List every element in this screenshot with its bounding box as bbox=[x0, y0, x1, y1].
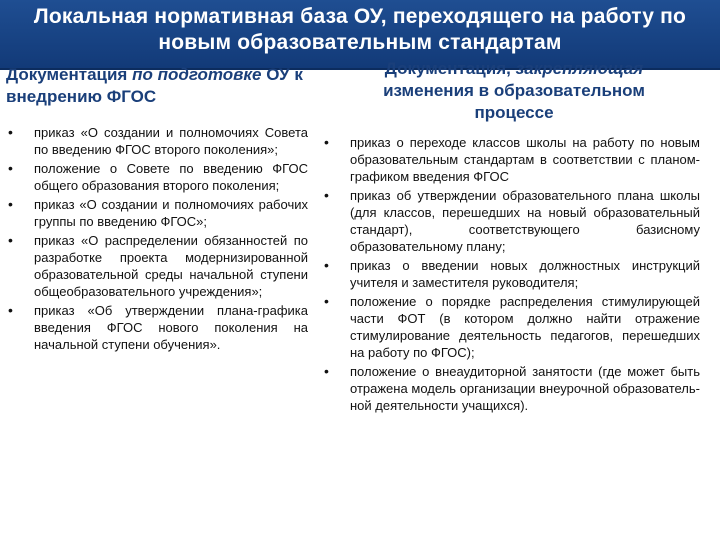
list-item: • приказ об утверждении образовательного плана школы (для классов, перешедших на новый образовательный стандарт), соответствующего базисному образовательному плану; bbox=[324, 187, 700, 255]
list-item: • приказ о переходе классов школы на работу по новым образовательным стандартам в соответствии с планом-графиком введения ФГОС bbox=[324, 134, 700, 185]
right-heading-text-2: изменения в образовательном процессе bbox=[383, 81, 645, 122]
list-item: • приказ о введении новых должностных инструкций учителя и заместителя руководителя; bbox=[324, 257, 700, 291]
left-heading-text-2: ОУ к внедрению ФГОС bbox=[6, 65, 303, 106]
list-item: • положение о внеаудиторной занятости (где может быть отражена модель организации внеурочной образователь-ной деятельности учащихся). bbox=[324, 363, 700, 414]
page-title: Локальная нормативная база ОУ, переходящего на работу по новым образовательным стандартам bbox=[33, 5, 687, 54]
list-item: • приказ «О создании и полномочиях Совета по введению ФГОС второго поколения»; bbox=[8, 124, 308, 158]
left-heading-italic: по подготовке bbox=[132, 65, 262, 84]
right-heading-italic: закрепляющая bbox=[515, 59, 644, 78]
right-document-list bbox=[324, 134, 700, 416]
list-item: • положение о Совете по введению ФГОС общего образования второго поколения; bbox=[8, 160, 308, 194]
right-heading-text-1: Документация, bbox=[384, 59, 516, 78]
right-column-heading bbox=[354, 58, 674, 124]
list-item: • приказ «Об утверждении плана-графика введения ФГОС нового поколения на начальной ступени обучения». bbox=[8, 302, 308, 353]
list-item: • приказ «О распределении обязанностей по разработке проекта модернизированной образовательной среды начальной ступени общеобразовательного учреждения»; bbox=[8, 232, 308, 300]
left-column-heading bbox=[6, 64, 336, 108]
left-heading-text-1: Документация bbox=[6, 65, 133, 84]
list-item: • приказ «О создании и полномочиях рабочих группы по введению ФГОС»; bbox=[8, 196, 308, 230]
list-item: • положение о порядке распределения стимулирующей части ФОТ (в котором должно найти отражение стимулирование деятельность педагогов, перешедших на работу по ФГОС); bbox=[324, 293, 700, 361]
left-document-list bbox=[8, 124, 308, 355]
